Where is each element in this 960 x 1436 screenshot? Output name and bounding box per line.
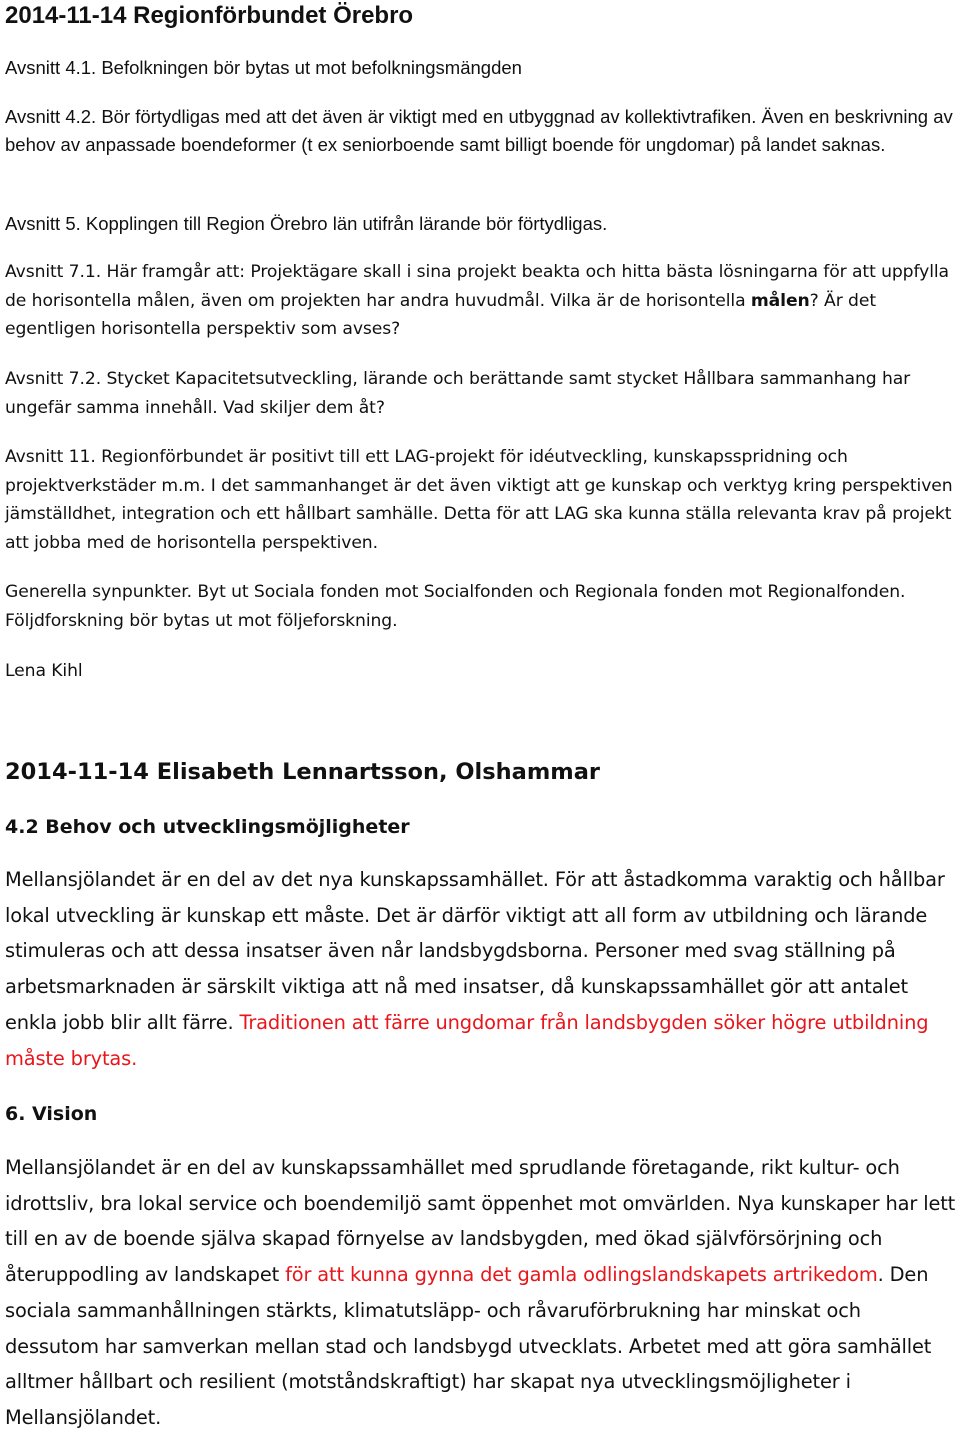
paragraph-behov-text: Mellansjölandet är en del av det nya kunskapssamhället. För att åstadkomma varaktig och hållbar lokal utveckling är kunskap ett måste. Det är därför viktigt att all form av utbildning och lärande stimuleras och att dessa insatser även når landsbygdsborna. Personer med svag ställning på arbetsmarknaden är särskilt viktiga att nå med insatser, då kunskapssamhället gör att antalet enkla jobb blir allt färre. <box>5 868 945 1034</box>
paragraph-avsnitt-4-1: Avsnitt 4.1. Befolkningen bör bytas ut mot befolkningsmängden <box>5 57 522 78</box>
paragraph-vision-text: Mellansjölandet är en del av kunskapssamhället med sprudlande företagande, rikt kultur- och idrottsliv, bra lokal service och boendemiljö samt öppenhet mot omvärlden. Nya kunskaper har lett till en av de boende själva skapad förnyelse av landsbygden, med ökad självförsörjning och återuppodling av landskapet <box>5 1156 956 1287</box>
paragraph-avsnitt-7-2: Avsnitt 7.2. Stycket Kapacitetsutveckling, lärande och berättande samt stycket Hållbara sammanhang har ungefär samma innehåll. Vad skiljer dem åt? <box>5 369 911 418</box>
paragraph-vision-highlight: för att kunna gynna det gamla odlingslandskapets artrikedom <box>285 1263 878 1287</box>
paragraph-avsnitt-7-1-bold: målen <box>750 290 810 311</box>
paragraph-avsnitt-7-1-text: Avsnitt 7.1. Här framgår att: Projektägare skall i sina projekt beakta och hitta bästa lösningarna för att uppfylla de horisontella målen, även om projekten har andra huvudmål. Vilka är de horisontella <box>5 262 949 311</box>
paragraph-avsnitt-11: Avsnitt 11. Regionförbundet är positivt till ett LAG-projekt för idéutveckling, kunskapsspridning och projektverkstäder m.m. I det sammanhanget är det även viktigt att ge kunskap och verktyg kring perspektiven jämställdhet, integration och ett hållbart samhälle. Detta för att LAG ska kunna ställa relevanta krav på projekt att jobba med de horisontella perspektiven. <box>5 447 953 553</box>
paragraph-vision-text-end: . Den sociala sammanhållningen stärkts, klimatutsläpp- och råvaruförbrukning har minskat och dessutom har samverkan mellan stad och landsbygd utvecklats. Arbetet med att göra samhället alltmer hållbart och resilient (motståndskraftigt) har skapat nya utvecklingsmöjligheter i Mellansjölandet. <box>5 1263 932 1429</box>
paragraph-avsnitt-7-1 <box>5 258 960 344</box>
paragraph-behov <box>5 862 960 1076</box>
paragraph-vision <box>5 1150 960 1436</box>
paragraph-avsnitt-4-2: Avsnitt 4.2. Bör förtydligas med att det även är viktigt med en utbyggnad av kollektivtrafiken. Även en beskrivning av behov av anpassade boendeformer (t ex seniorboende samt billigt boende för ungdomar) på landet saknas. <box>5 106 953 155</box>
section-heading-lennartsson: 2014-11-14 Elisabeth Lennartsson, Olshammar <box>5 759 601 785</box>
paragraph-behov-highlight: Traditionen att färre ungdomar från landsbygden söker högre utbildning måste brytas. <box>5 1010 929 1070</box>
section-heading-regionforbundet: 2014-11-14 Regionförbundet Örebro <box>5 2 414 29</box>
signature: Lena Kihl <box>5 661 83 681</box>
paragraph-avsnitt-5: Avsnitt 5. Kopplingen till Region Örebro län utifrån lärande bör förtydligas. <box>5 213 608 234</box>
paragraph-avsnitt-7-1-end: ? Är det egentligen horisontella perspektiv som avses? <box>5 290 876 339</box>
paragraph-general-comments: Generella synpunkter. Byt ut Sociala fonden mot Socialfonden och Regionala fonden mot Regionalfonden. Följdforskning bör bytas ut mot följeforskning. <box>5 582 906 631</box>
subheading-vision: 6. Vision <box>5 1103 98 1125</box>
subheading-behov: 4.2 Behov och utvecklingsmöjligheter <box>5 816 410 838</box>
